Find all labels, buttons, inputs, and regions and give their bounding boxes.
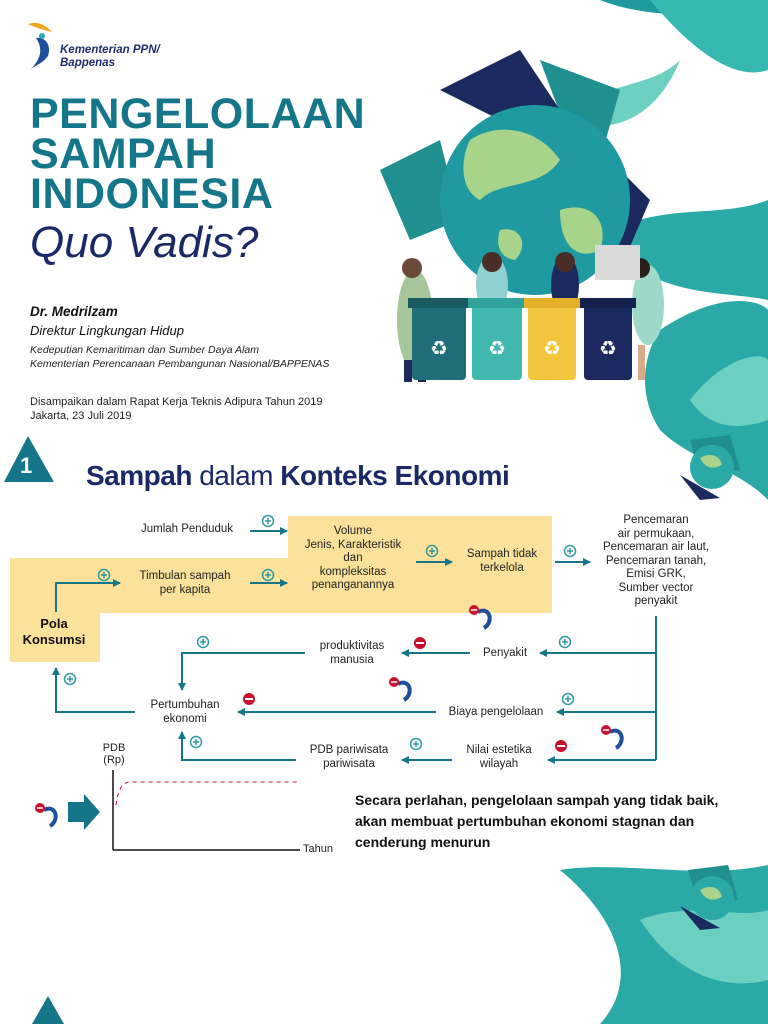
bappenas-logo-mark bbox=[28, 23, 52, 70]
event-line-2: Jakarta, 23 Juli 2019 bbox=[30, 410, 132, 422]
svg-text:♻: ♻ bbox=[430, 336, 448, 360]
svg-text:♻: ♻ bbox=[543, 336, 561, 360]
title-line-1: PENGELOLAAN bbox=[30, 90, 366, 138]
node-pencemaran bbox=[588, 514, 724, 609]
section-title-bold-2: Konteks Ekonomi bbox=[280, 460, 510, 491]
mini-chart-xlabel: Tahun bbox=[303, 843, 333, 855]
author-dept-2: Kementerian Perencanaan Pembangunan Nasional/BAPPENAS bbox=[30, 358, 330, 370]
node-volume-line-1: Volume bbox=[333, 525, 373, 537]
node-penyakit: Penyakit bbox=[482, 647, 528, 659]
node-volume-line-5: penanganannya bbox=[311, 579, 395, 591]
section-title-bold-1: Sampah bbox=[86, 460, 192, 491]
section-title bbox=[86, 460, 509, 492]
logo-line-2: Bappenas bbox=[60, 57, 115, 69]
node-pencemaran-line-7: penyakit bbox=[634, 595, 678, 607]
node-pertumbuhan-line-2: ekonomi bbox=[163, 712, 207, 725]
node-nilai-estetika bbox=[452, 744, 546, 771]
node-nilai-line-2: wilayah bbox=[479, 757, 519, 770]
node-volume-line-2: Jenis, Karakteristik bbox=[304, 538, 402, 551]
node-jumlah-penduduk: Jumlah Penduduk bbox=[140, 523, 234, 535]
conclusion-line-3: cenderung menurun bbox=[355, 834, 491, 850]
event-line-1: Disampaikan dalam Rapat Kerja Teknis Adipura Tahun 2019 bbox=[30, 396, 323, 408]
node-timbulan-line-2: per kapita bbox=[159, 583, 211, 596]
node-pencemaran-line-3: Pencemaran air laut, bbox=[602, 541, 710, 553]
next-section-badge bbox=[32, 996, 64, 1024]
mini-chart-ylabel-line-2: (Rp) bbox=[103, 754, 125, 766]
node-pencemaran-line-6: Sumber vector bbox=[618, 581, 694, 594]
section-number: 1 bbox=[20, 453, 33, 478]
node-timbulan-line-1: Timbulan sampah bbox=[139, 570, 231, 582]
title-line-2: SAMPAH bbox=[30, 130, 217, 178]
svg-text:♻: ♻ bbox=[488, 336, 506, 360]
arrow-right-icon bbox=[68, 794, 100, 830]
section-title-mid: dalam bbox=[191, 460, 281, 491]
logo-line-1: Kementerian PPN/ bbox=[60, 44, 160, 56]
subtitle: Quo Vadis? bbox=[30, 218, 259, 267]
author-role: Direktur Lingkungan Hidup bbox=[30, 323, 184, 338]
node-biaya-pengelolaan: Biaya pengelolaan bbox=[448, 706, 544, 718]
node-nilai-line-1: Nilai estetika bbox=[466, 744, 532, 756]
mini-chart-ylabel-line-1: PDB bbox=[102, 742, 126, 754]
node-produktivitas-line-2: manusia bbox=[330, 653, 374, 666]
author-name: Dr. Medrilzam bbox=[30, 304, 118, 319]
node-pencemaran-line-2: air permukaan, bbox=[617, 527, 695, 540]
title-line-3: INDONESIA bbox=[30, 170, 274, 218]
node-volume bbox=[290, 525, 416, 593]
node-pencemaran-line-5: Emisi GRK, bbox=[626, 568, 686, 580]
node-produktivitas-line-1: produktivitas bbox=[319, 640, 385, 652]
author-dept-1: Kedeputian Kemaritiman dan Sumber Daya Alam bbox=[30, 344, 259, 356]
node-timbulan bbox=[120, 570, 250, 597]
node-pola-line-1: Pola bbox=[40, 616, 68, 631]
node-volume-line-3: dan bbox=[343, 552, 363, 564]
mini-chart bbox=[113, 770, 300, 850]
conclusion-line-2: akan membuat pertumbuhan ekonomi stagnan dan bbox=[355, 813, 695, 829]
node-pdb-line-1: PDB pariwisata bbox=[309, 744, 389, 756]
node-pdb-line-2: pariwisata bbox=[323, 757, 375, 770]
node-sampah-tidak-terkelola bbox=[452, 548, 552, 575]
conclusion-line-1: Secara perlahan, pengelolaan sampah yang tidak baik, bbox=[355, 792, 719, 808]
leaf-decoration-bottom bbox=[560, 865, 768, 1024]
node-pertumbuhan-ekonomi bbox=[135, 699, 235, 726]
node-pertumbuhan-line-1: Pertumbuhan bbox=[150, 699, 220, 711]
conclusion-text bbox=[355, 790, 755, 853]
node-volume-line-4: kompleksitas bbox=[319, 565, 387, 578]
node-pencemaran-line-1: Pencemaran bbox=[623, 514, 689, 526]
node-sampah-line-2: terkelola bbox=[480, 561, 524, 574]
node-pola-konsumsi bbox=[14, 616, 94, 648]
recycle-bins bbox=[408, 298, 636, 380]
node-produktivitas bbox=[304, 640, 400, 667]
node-pencemaran-line-4: Pencemaran tanah, bbox=[605, 554, 707, 567]
node-sampah-line-1: Sampah tidak bbox=[466, 548, 538, 560]
node-pola-line-2: Konsumsi bbox=[22, 632, 86, 647]
node-pdb-pariwisata bbox=[296, 744, 402, 771]
svg-text:♻: ♻ bbox=[599, 336, 617, 360]
mini-chart-ylabel bbox=[94, 742, 134, 766]
logo-text bbox=[60, 44, 160, 70]
